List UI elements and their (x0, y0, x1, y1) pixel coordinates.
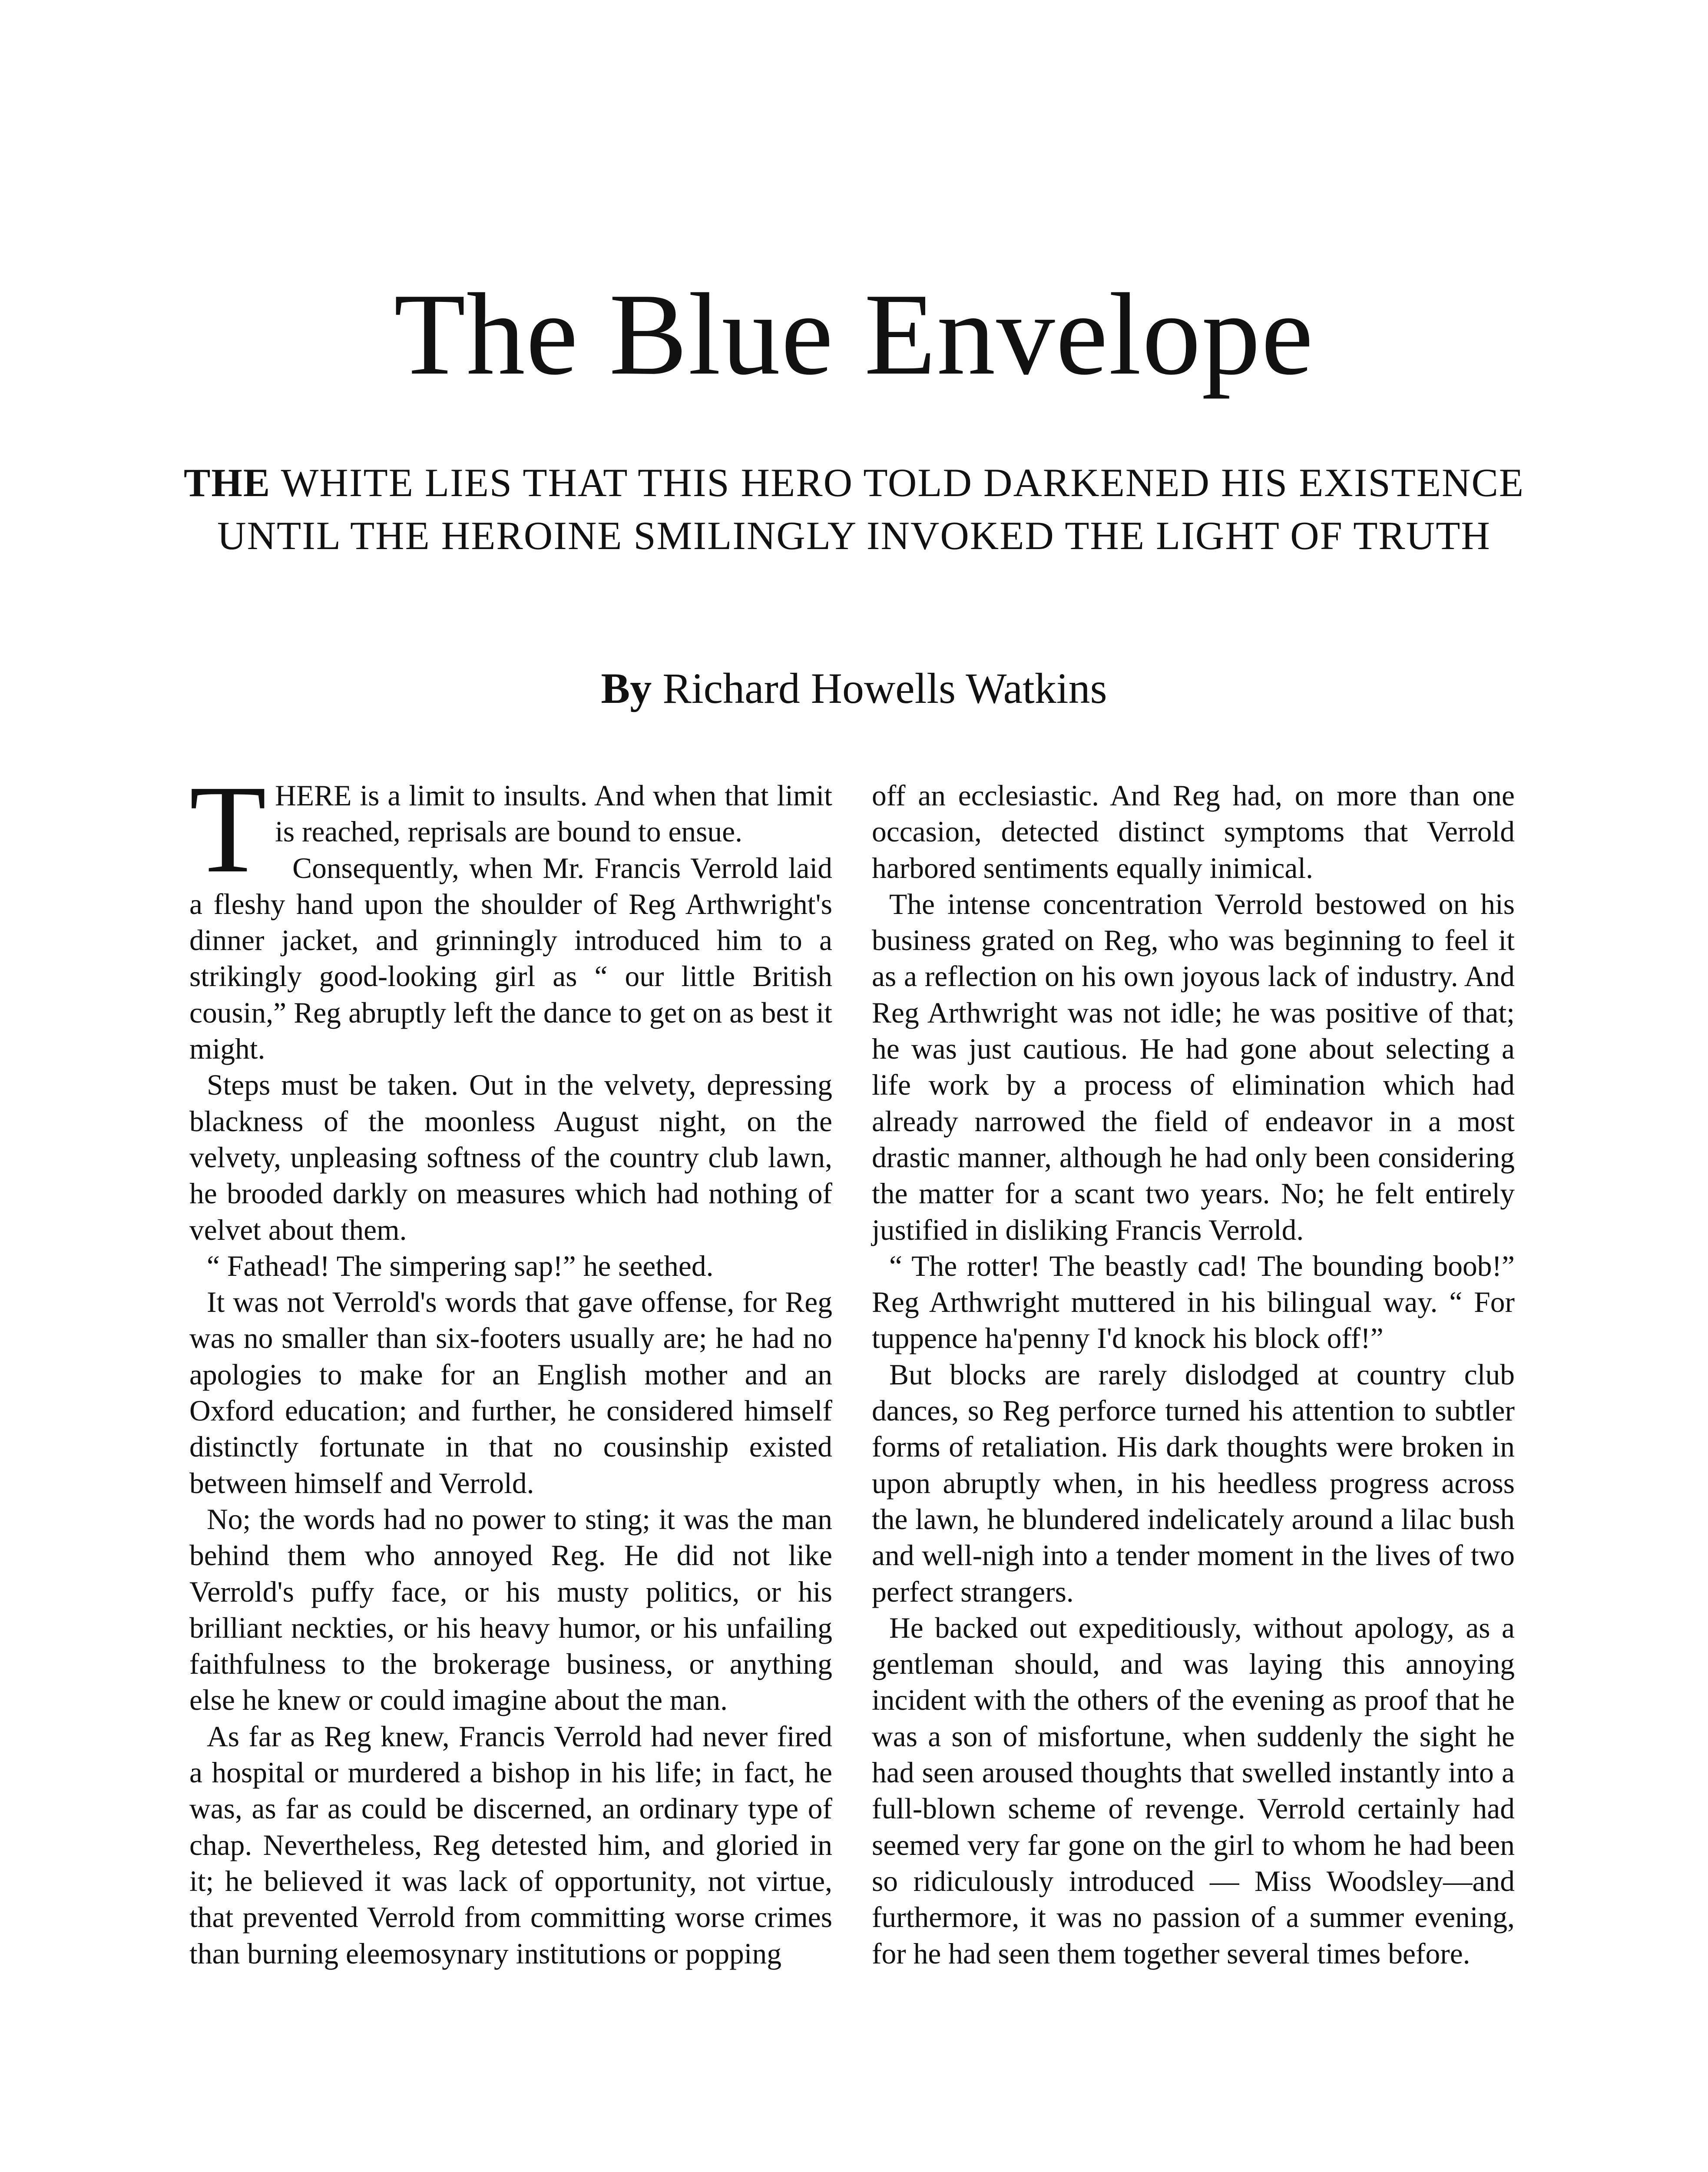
paragraph-4: “ Fathead! The simpering sap!” he seethed. (207, 1249, 714, 1282)
left-column (189, 759, 832, 1972)
paragraph-1-text: HERE is a limit to insults. And when that limit is reached, reprisals are bound to ensue. (275, 779, 832, 848)
paragraph-11: But blocks are rarely dislodged at country club dances, so Reg perforce turned his attention to subtler forms of retaliation. His dark thoughts were broken in upon abruptly when, in his heedless progress across the lawn, he blundered indelicately around a lilac bush and well-nigh into a tender moment in the lives of two perfect strangers. (872, 1358, 1515, 1608)
paragraph-2: Consequently, when Mr. Francis Verrold laid a fleshy hand upon the shoulder of Reg Arthwright's dinner jacket, and grinningly introduced him to a strikingly good-looking girl as “ our little British cousin,” Reg abruptly left the dance to get on as best it might. (189, 851, 832, 1066)
drop-cap: T (189, 759, 267, 899)
subtitle-first-word: THE (183, 460, 271, 505)
paragraph-1 (189, 759, 832, 899)
paragraph-8: off an ecclesiastic. And Reg had, on more than one occasion, detected distinct symptoms that Verrold harbored sentiments equally inimical. (872, 779, 1515, 884)
paragraph-12: He backed out expeditiously, without apology, as a gentleman should, and was laying this annoying incident with the others of the evening as proof that he was a son of misfortune, when suddenly the sight he had seen aroused thoughts that swelled instantly into a full-blown scheme of revenge. Verrold certainly had seemed very far gone on the girl to whom he had been so ridiculously introduced — Miss Woodsley—and furthermore, it was no passion of a summer evening, for he had seen them together several times before. (872, 1611, 1515, 1970)
paragraph-10: “ The rotter! The beastly cad! The bounding boob!” Reg Arthwright muttered in his bilingual way. “ For tuppence ha'penny I'd knock his block off!” (872, 1249, 1515, 1355)
subtitle-text: WHITE LIES THAT THIS HERO TOLD DARKENED HIS EXISTENCE UNTIL THE HEROINE SMILINGLY INVOKED THE LIGHT OF TRUTH (217, 460, 1525, 558)
paragraph-6: No; the words had no power to sting; it was the man behind them who annoyed Reg. He did not like Verrold's puffy face, or his musty politics, or his brilliant neckties, or his heavy humor, or his unfailing faithfulness to the brokerage business, or anything else he knew or could imagine about the man. (189, 1503, 832, 1717)
paragraph-5: It was not Verrold's words that gave offense, for Reg was no smaller than six-footers usually are; he had no apologies to make for an English mother and an Oxford education; and further, he considered himself distinctly fortunate in that no cousinship existed between himself and Verrold. (189, 1286, 832, 1500)
paragraph-9: The intense concentration Verrold bestowed on his business grated on Reg, who was beginning to feel it as a reflection on his own joyous lack of industry. And Reg Arthwright was not idle; he was positive of that; he was just cautious. He had gone about selecting a life work by a process of elimination which had already narrowed the field of endeavor in a most drastic manner, although he had only been considering the matter for a scant two years. No; he felt entirely justified in disliking Francis Verrold. (872, 887, 1515, 1246)
byline-author: Richard Howells Watkins (652, 664, 1107, 712)
byline (0, 660, 1708, 717)
paragraph-3: Steps must be taken. Out in the velvety, depressing blackness of the moonless August night, on the velvety, unpleasing softness of the country club lawn, he brooded darkly on measures which had nothing of velvet about them. (189, 1069, 832, 1246)
article-title: The Blue Envelope (394, 269, 1314, 399)
right-column (872, 778, 1515, 1972)
paragraph-7: As far as Reg knew, Francis Verrold had never fired a hospital or murdered a bishop in his life; in fact, he was, as far as could be discerned, an ordinary type of chap. Nevertheless, Reg detested him, and gloried in it; he believed it was lack of opportunity, not virtue, that prevented Verrold from committing worse crimes than burning eleemosynary institutions or popping (189, 1720, 832, 1970)
article-subtitle (174, 456, 1534, 562)
byline-by: By (601, 664, 652, 712)
